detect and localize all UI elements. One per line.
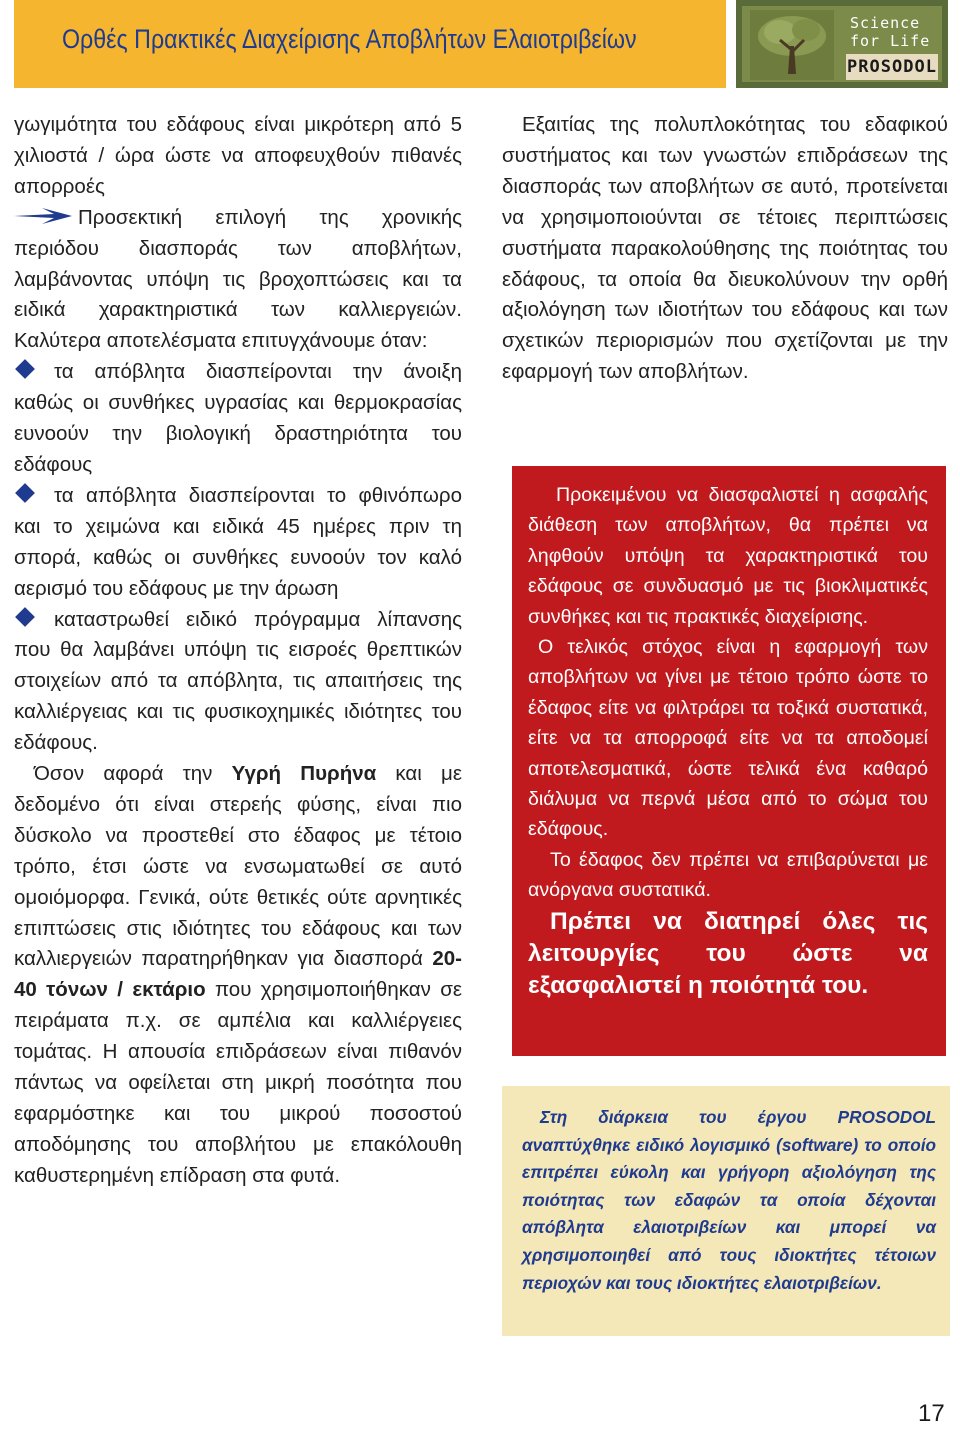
left-paragraph-3: [14, 759, 462, 1192]
software-info-box: [502, 1086, 950, 1336]
left-paragraph-2: [14, 203, 462, 358]
red-box-paragraph-3: Το έδαφος δεν πρέπει να επιβαρύνεται με ανόργανα συστατικά.: [528, 848, 928, 902]
red-box-paragraph-1: Προκειμένου να διασφαλιστεί η ασφαλής διάθεση των αποβλήτων, θα πρέπει να ληφθούν υπόψη τα χαρακτηριστικά του εδάφους σε συνδυασμό με τις βιοκλιματικές συνθήκες και τις πρακτικές διαχείρισης.: [528, 484, 928, 628]
right-paragraph-1: Εξαιτίας της πολυπλοκότητας του εδαφικού συστήματος και των γνωστών επιδράσεων της διασποράς των αποβλήτων σε αυτό, προτείνεται να χρησιμοποιούνται σε τέτοιες περιπτώσεις συστήματα παρακολούθησης της ποιότητας του εδάφους, τα οποία θα διευκολύνουν την ορθή αξιολόγηση των ιδιοτήτων του εδάφους και των σχετικών περιορισμών που σχετίζονται με την εφαρμογή των αποβλήτων.: [502, 113, 948, 384]
left-paragraph-1: γωγιμότητα του εδάφους είναι μικρότερη από 5 χιλιοστά / ώρα ώστε να αποφευχθούν πιθανές απορροές: [14, 113, 462, 198]
bullet-item-3-text: καταστρωθεί ειδικό πρόγραμμα λίπανσης που θα λαμβάνει υπόψη τις εισροές θρεπτικών στοιχείων από τα απόβλητα, τις απαιτήσεις της καλλιέργειας και τις φυσικοχημικές ιδιότητες του εδάφους.: [14, 607, 462, 755]
diamond-bullet-icon: [15, 607, 35, 627]
left-paragraph-3-bold-amount: 20-40 τόνων / εκτάριο: [14, 947, 462, 1002]
bullet-item-1-text: τα απόβλητα διασπείρονται την άνοιξη καθώς οι συνθήκες υγρασίας και θερμοκρασίας ευνοούν την βιολογική δραστηριότητα του εδάφους: [14, 360, 462, 476]
header-banner: [14, 0, 726, 88]
left-column: [14, 110, 462, 1192]
red-highlight-box: [512, 466, 946, 1056]
prosodol-logo: [736, 0, 948, 88]
arrow-right-icon: [14, 208, 72, 224]
bullet-item-1: [14, 357, 462, 481]
left-paragraph-3-a: Όσον αφορά την: [34, 762, 232, 786]
right-column: [502, 110, 948, 388]
bullet-item-2: [14, 481, 462, 605]
page-number: 17: [918, 1400, 945, 1427]
bullet-item-3: [14, 605, 462, 760]
red-box-paragraph-2: Ο τελικός στόχος είναι η εφαρμογή των αποβλήτων να γίνει με τέτοιο τρόπο ώστε το έδαφος είτε να φιλτράρει τα τοξικά συστατικά, είτε να τα απορροφά είτε να τα αποδομεί αποτελεσματικά, ώστε τελικά ένα καθαρό διάλυμα να περνά μέσα από το σώμα του εδάφους.: [528, 636, 928, 841]
logo-tagline-line2: for Life: [850, 32, 931, 50]
left-paragraph-2-text: Προσεκτική επιλογή της χρονικής περιόδου διασποράς των αποβλήτων, λαμβάνοντας υπόψη τις βροχοπτώσεις και τα ειδικά χαρακτηριστικά των καλλιεργειών. Καλύτερα αποτελέσματα επιτυγχάνουμε όταν:: [14, 205, 462, 353]
diamond-bullet-icon: [15, 483, 35, 503]
page-title: Ορθές Πρακτικές Διαχείρισης Αποβλήτων Ελαιοτριβείων: [62, 24, 637, 54]
logo-tagline-line1: Science: [850, 14, 921, 32]
left-paragraph-3-bold-term: Υγρή Πυρήνα: [231, 762, 377, 786]
software-info-text: Στη διάρκεια του έργου PROSODOL αναπτύχθηκε ειδικό λογισμικό (software) το οποίο επιτρέπει εύκολη και γρήγορη αξιολόγηση της ποιότητας των εδαφών τα οποία δέχονται απόβλητα ελαιοτριβείων και μπορεί να χρησιμοποιηθεί από τους ιδιοκτήτες τέτοιων περιοχών και τους ιδιοκτήτες ελαιοτριβείων.: [522, 1107, 936, 1293]
left-paragraph-3-c: και με δεδομένο ότι είναι στερεής φύσης, είναι πιο δύσκολο να προστεθεί στο έδαφος με τέτοιο τρόπο, έτσι ώστε να ενσωματωθεί σε αυτό ομοιόμορφα. Γενικά, ούτε θετικές ούτε αρνητικές επιπτώσεις στις ιδιότητες του εδάφους και των καλλιεργειών παρατηρήθηκαν για διασπορά: [14, 762, 462, 971]
logo-tagline: [850, 14, 946, 50]
red-box-emphasis: Πρέπει να διατηρεί όλες τις λειτουργίες του ώστε να εξασφαλιστεί η ποιότητά του.: [528, 907, 928, 999]
bullet-item-2-text: τα απόβλητα διασπείρονται το φθινόπωρο και το χειμώνα και ειδικά 45 ημέρες πριν τη σπορά, καθώς οι συνθήκες ευνοούν τον καλό αερισμό του εδάφους με την άρωση: [14, 483, 462, 600]
olive-tree-icon: [750, 10, 834, 80]
left-paragraph-3-e: που χρησιμοποιήθηκαν σε πειράματα π.χ. σε αμπέλια και καλλιέργειες τομάτας. Η απουσία επιδράσεων είναι πιθανόν πάντως να οφείλεται στη μικρή ποσότητα που εφαρμόστηκε και του μικρού ποσοστού αποδόμησης του αποβλήτου με επακόλουθη καθυστερημένη επίδραση στα φυτά.: [14, 978, 462, 1187]
diamond-bullet-icon: [15, 359, 35, 379]
logo-panel: [742, 6, 942, 82]
logo-brand: PROSODOL: [846, 54, 938, 80]
